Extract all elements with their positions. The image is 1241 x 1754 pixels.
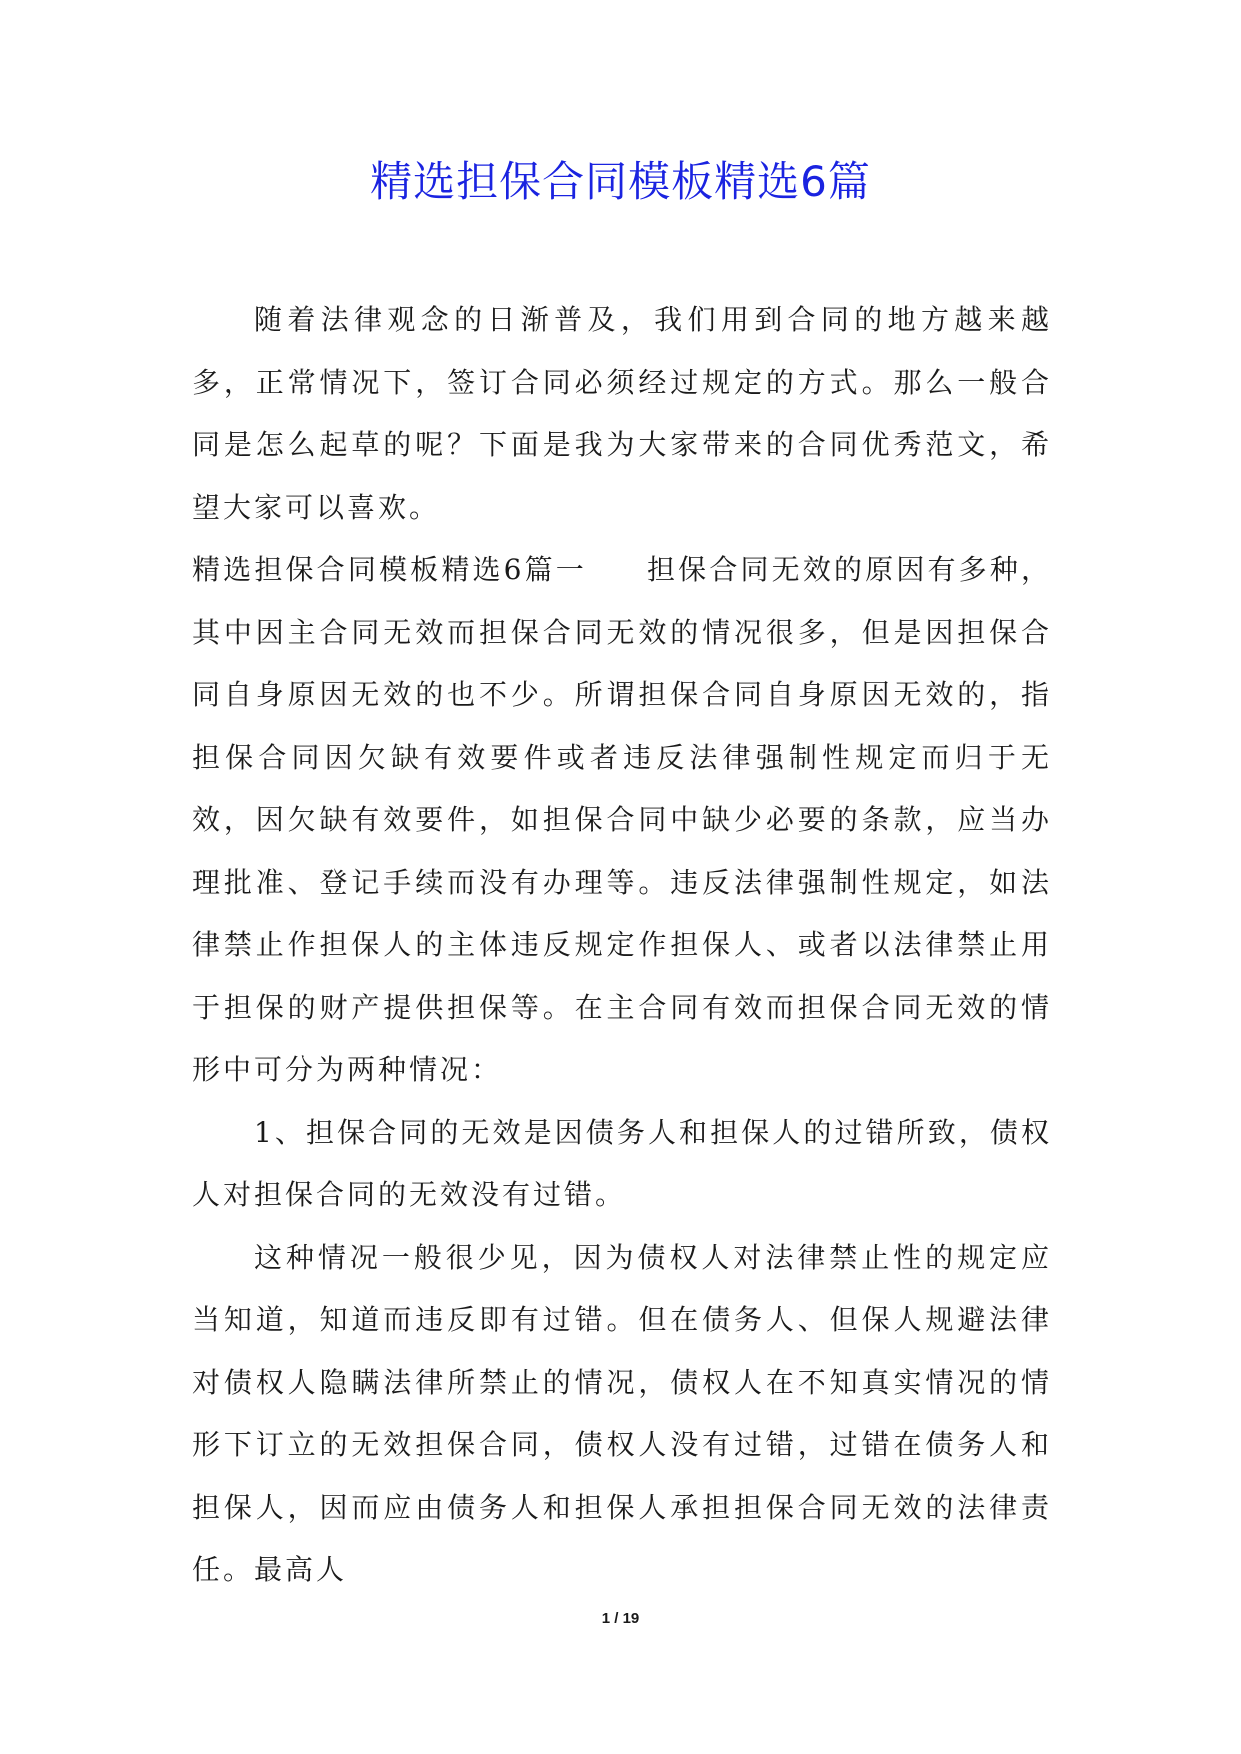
paragraph-3: 这种情况一般很少见，因为债权人对法律禁止性的规定应当知道，知道而违反即有过错。但在债务人、但保人规避法律对债权人隐瞒法律所禁止的情况，债权人在不知真实情况的情形下订立的无效担保合同，债权人没有过错，过错在债务人和担保人，因而应由债务人和担保人承担担保合同无效的法律责任。最高人	[192, 1240, 1052, 1586]
section-heading: 精选担保合同模板精选6篇一	[192, 553, 587, 586]
list-item-1: 1、担保合同的无效是因债务人和担保人的过错所致，债权人对担保合同的无效没有过错。	[192, 1115, 1052, 1211]
page-number: 1 / 19	[601, 1610, 640, 1627]
document-title: 精选担保合同模板精选6篇	[370, 157, 871, 206]
section-text: 担保合同无效的原因有多种，其中因主合同无效而担保合同无效的情况很多，但是因担保合同自身原因无效的也不少。所谓担保合同自身原因无效的，指担保合同因欠缺有效要件或者违反法律强制性规定而归于无效，因欠缺有效要件，如担保合同中缺少必要的条款，应当办理批准、登记手续而没有办理等。违反法律强制性规定，如法律禁止作担保人的主体违反规定作担保人、或者以法律禁止用于担保的财产提供担保等。在主合同有效而担保合同无效的情形中可分为两种情况：	[192, 553, 1052, 1086]
section-paragraph	[192, 539, 1052, 1102]
document-body	[192, 289, 1052, 1602]
intro-paragraph: 随着法律观念的日渐普及，我们用到合同的地方越来越多，正常情况下，签订合同必须经过规定的方式。那么一般合同是怎么起草的呢？下面是我为大家带来的合同优秀范文，希望大家可以喜欢。	[192, 303, 1052, 524]
